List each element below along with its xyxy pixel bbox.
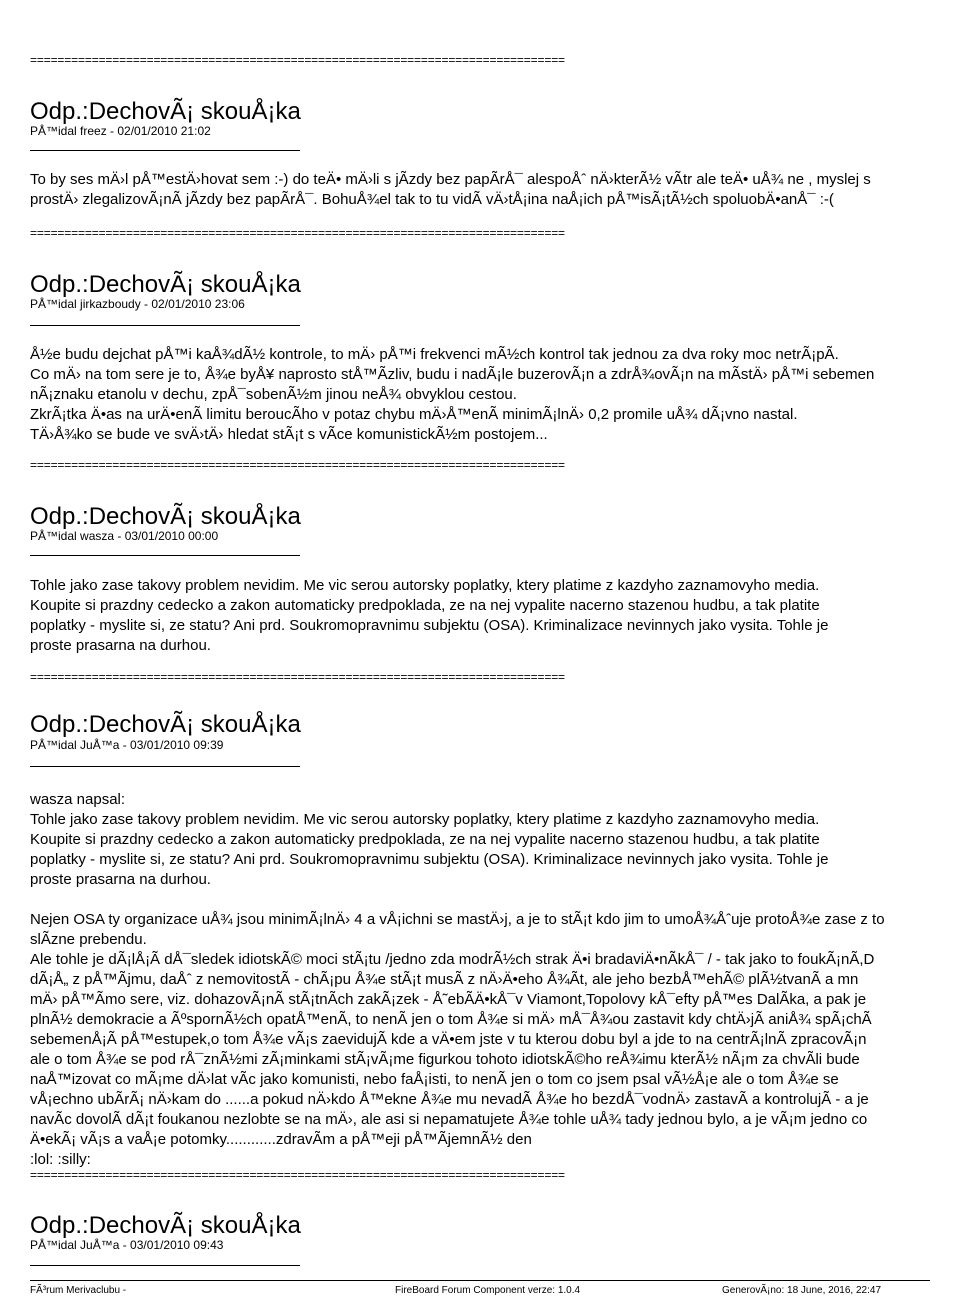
post-text-line: Koupite si prazdny cedecko a zakon automaticky predpoklada, ze na nej vypalite nacerno stazenou hudbu, a tak platite [30,831,820,848]
post-text-line: sebemenÅ¡Ã pÅ™estupek,o tom Å¾e vÃ¡s zaevidujÃ kde a vÄ•em jste v tu kterou dobu byl a jde to na centrÃ¡lnÃ zpracovÃ¡n [30,1031,867,1048]
post-meta: PÅ™idal wasza - 03/01/2010 00:00 [30,529,219,543]
post-text-line: poplatky - myslite si, ze statu? Ani prd. Soukromopravnimu subjektu (OSA). Kriminalizace nevinnych jako vysita. Tohle je [30,851,829,868]
post-title: Odp.:DechovÃ¡ skouÅ¡ka [30,1212,301,1239]
post-meta: PÅ™idal jirkazboudy - 02/01/2010 23:06 [30,297,245,311]
post-text-line: proste prasarna na durhou. [30,637,211,654]
post-text-line: Koupite si prazdny cedecko a zakon automaticky predpoklada, ze na nej vypalite nacerno stazenou hudbu, a tak platite [30,597,820,614]
post-text-line: slÃzne prebendu. [30,931,147,948]
post-text-line: Co mÄ› na tom sere je to, Å¾e byÅ¥ naprosto stÅ™Ãzliv, budu i nadÃ¡le buzerovÃ¡n a zdrÅ¾ovÃ¡n na mÃstÄ› pÅ™i sebemen [30,366,875,383]
page-footer [0,1280,960,1297]
post-title: Odp.:DechovÃ¡ skouÅ¡ka [30,271,301,298]
post-title: Odp.:DechovÃ¡ skouÅ¡ka [30,98,301,125]
post-meta: PÅ™idal JuÅ™a - 03/01/2010 09:43 [30,1238,224,1252]
post-divider [30,555,300,556]
post-text-line: navÃc dovolÃ dÃ¡t foukanou nezlobte se na mÄ›, ale asi si nepamatujete Å¾e tohle uÅ¾ tady jednou bylo, a je vÃ¡m jedno co [30,1111,868,1128]
post-text-line: plnÃ½ demokracie a ÃºspornÃ½ch opatÅ™enÃ, to nenÃ jen o tom Å¾e si mÄ› mÅ¯Å¾ou zastavit kdy chtÄ›jÃ aniÅ¾ spÃ¡chÃ [30,1011,872,1028]
post-text-line: Ä•ekÃ¡ vÃ¡s a vaÅ¡e potomky............zdravÃm a pÅ™eji pÅ™ÃjemnÃ½ den [30,1131,532,1148]
footer-divider [30,1280,930,1281]
post-meta: PÅ™idal JuÅ™a - 03/01/2010 09:39 [30,738,224,752]
post-text-line: nÃ¡znaku etanolu v dechu, zpÅ¯sobenÃ½m jinou neÅ¾ obvyklou cestou. [30,386,517,403]
post-text-line: Tohle jako zase takovy problem nevidim. Me vic serou autorsky poplatky, ktery platime z kazdyho zaznamovyho media. [30,577,820,594]
post-body [30,576,960,656]
post-divider [30,150,300,151]
post-text-line: :lol: :silly: [30,1151,91,1168]
post-text-line: dÃ¡Å„ z pÅ™Ãjmu, daÅˆ z nemovitostÃ - chÃ¡pu Å¾e stÃ¡t musÃ z nÄ›Ä•eho Å¾Ãt, ale jeho bezbÅ™ehÃ© plÃ½tvanÃ a mn [30,971,859,988]
separator-line: ============================================================================== [30,1168,565,1182]
post-body [30,345,960,445]
footer-generated-date: GenerovÃ¡no: 18 June, 2016, 22:47 [722,1285,882,1296]
post-text-line: prostÄ› zlegalizovÃ¡nÃ jÃzdy bez papÃrÅ¯. BohuÅ¾el tak to tu vidÃ vÄ›tÅ¡ina naÅ¡ich pÅ™isÃ¡tÃ½ch spoluobÄ•anÅ¯ :-( [30,191,834,208]
post-text-line: poplatky - myslite si, ze statu? Ani prd. Soukromopravnimu subjektu (OSA). Kriminalizace nevinnych jako vysita. Tohle je [30,617,829,634]
post-text-line: vÅ¡echno ubÃrÃ¡ nÄ›kam do ......a pokud nÄ›kdo Å™ekne Å¾e mu nevadÃ Å¾e ho bezdÅ¯vodnÄ› zastavÃ a kontrolujÃ - a je [30,1091,869,1108]
post-text-line: ZkrÃ¡tka Ä•as na urÄ•enÃ limitu beroucÃho v potaz chybu mÄ›Å™enÃ minimÃ¡lnÄ› 0,2 promile uÅ¾ dÃ¡vno nastal. [30,406,798,423]
post-title: Odp.:DechovÃ¡ skouÅ¡ka [30,711,301,738]
post-text-line: mÄ› pÅ™Ãmo sere, viz. dohazovÃ¡nÃ stÃ¡tnÃch zakÃ¡zek - Å˜ebÃÄ•kÅ¯v Viamont,Topolovy kÅ¯efty pÅ™es DalÃka, a pak je [30,991,867,1008]
separator-line: ============================================================================== [30,670,565,684]
separator-line: ============================================================================== [30,458,565,472]
post-text-line: naÅ™izovat co mÃ¡me dÄ›lat vÃc jako komunisti, nebo faÅ¡isti, to nenÃ jen o tom co jsem psal vÃ½Å¡e ale o tom Å¾e se [30,1071,839,1088]
post-text-line: Tohle jako zase takovy problem nevidim. Me vic serou autorsky poplatky, ktery platime z kazdyho zaznamovyho media. [30,811,820,828]
post-divider [30,766,300,767]
post-text-line: To by ses mÄ›l pÅ™estÄ›hovat sem :-) do teÄ• mÄ›li s jÃzdy bez papÃrÅ¯ alespoÅˆ nÄ›kterÃ½ vÃtr ale teÄ• uÅ¾ ne , myslej s [30,171,871,188]
separator-line: ============================================================================== [30,226,565,240]
footer-component-version: FireBoard Forum Component verze: 1.0.4 [395,1285,581,1296]
post-body [30,170,960,210]
post-text-line: TÄ›Å¾ko se bude ve svÄ›tÄ› hledat stÃ¡t s vÃce komunistickÃ½m postojem... [30,426,548,443]
post-text-line: Nejen OSA ty organizace uÅ¾ jsou minimÃ¡lnÄ› 4 a vÅ¡ichni se mastÄ›j, a je to stÃ¡t kdo jim to umoÅ¾Åˆuje protoÅ¾e zase z to [30,911,885,928]
post-text-line: proste prasarna na durhou. [30,871,211,888]
quote-author: wasza napsal: [30,791,126,808]
footer-forum-name: FÃ³rum Merivaclubu - [30,1285,127,1296]
post-title: Odp.:DechovÃ¡ skouÅ¡ka [30,503,301,530]
post-meta: PÅ™idal freez - 02/01/2010 21:02 [30,124,211,138]
separator-line: ============================================================================== [30,53,565,67]
post-text-line: Å½e budu dejchat pÅ™i kaÅ¾dÃ½ kontrole, to mÄ› pÅ™i frekvenci mÃ½ch kontrol tak jednou za dva roky moc netrÃ¡pÃ. [30,346,839,363]
post-divider [30,1265,300,1266]
post-text-line [30,890,960,910]
post-text-line: ale o tom Å¾e se pod rÅ¯znÃ½mi zÃ¡minkami stÃ¡vÃ¡me figurkou tohoto idiotskÃ©ho reÅ¾imu kterÃ½ nÃ¡m za chvÃli bude [30,1051,860,1068]
post-divider [30,325,300,326]
post-text-line: Ale tohle je dÃ¡lÅ¡Ã dÅ¯sledek idiotskÃ© moci stÃ¡tu /jedno zda modrÃ½ch strak Ä•i bradaviÄ•nÃkÅ¯ / - tak jako to foukÃ¡nÃ,D [30,951,875,968]
post-body [30,790,960,1170]
